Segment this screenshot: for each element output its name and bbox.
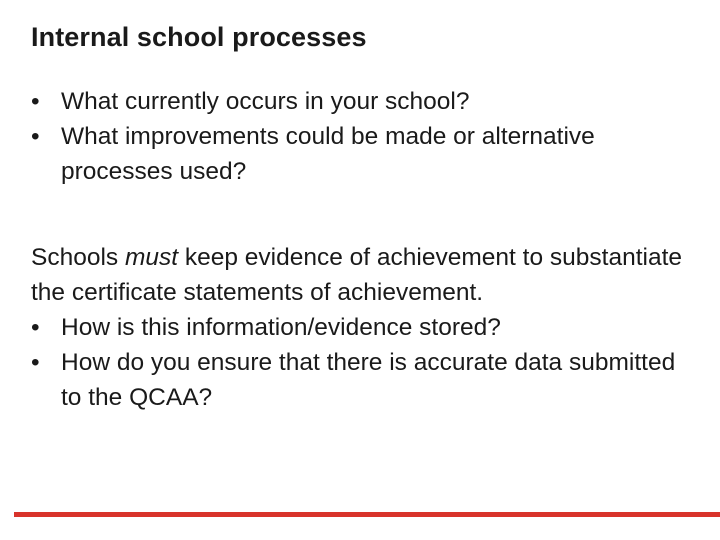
paragraph-emphasis: must <box>124 244 179 271</box>
bullet-icon: • <box>31 123 40 150</box>
paragraph-text-before: Schools <box>31 244 125 271</box>
list-item-text: How do you ensure that there is accurate data submitted to the QCAA? <box>61 349 676 411</box>
paragraph-text-after: keep evidence of achievement to substantiate the certificate statements of achievement. <box>31 244 682 306</box>
evidence-paragraph <box>31 240 711 310</box>
bullet-icon: • <box>31 88 40 115</box>
list-item-text: What improvements could be made or alternative processes used? <box>61 123 595 185</box>
footer-accent-rule <box>14 512 720 517</box>
list-item-text: What currently occurs in your school? <box>61 88 470 115</box>
list-item-text: How is this information/evidence stored? <box>61 314 501 341</box>
list-item <box>31 119 701 189</box>
list-item <box>31 310 701 345</box>
bullet-icon: • <box>31 314 40 341</box>
question-list-top <box>31 84 701 189</box>
bullet-icon: • <box>31 349 40 376</box>
slide-title: Internal school processes <box>31 22 367 52</box>
list-item <box>31 84 701 119</box>
list-item <box>31 345 701 415</box>
question-list-bottom <box>31 310 701 415</box>
